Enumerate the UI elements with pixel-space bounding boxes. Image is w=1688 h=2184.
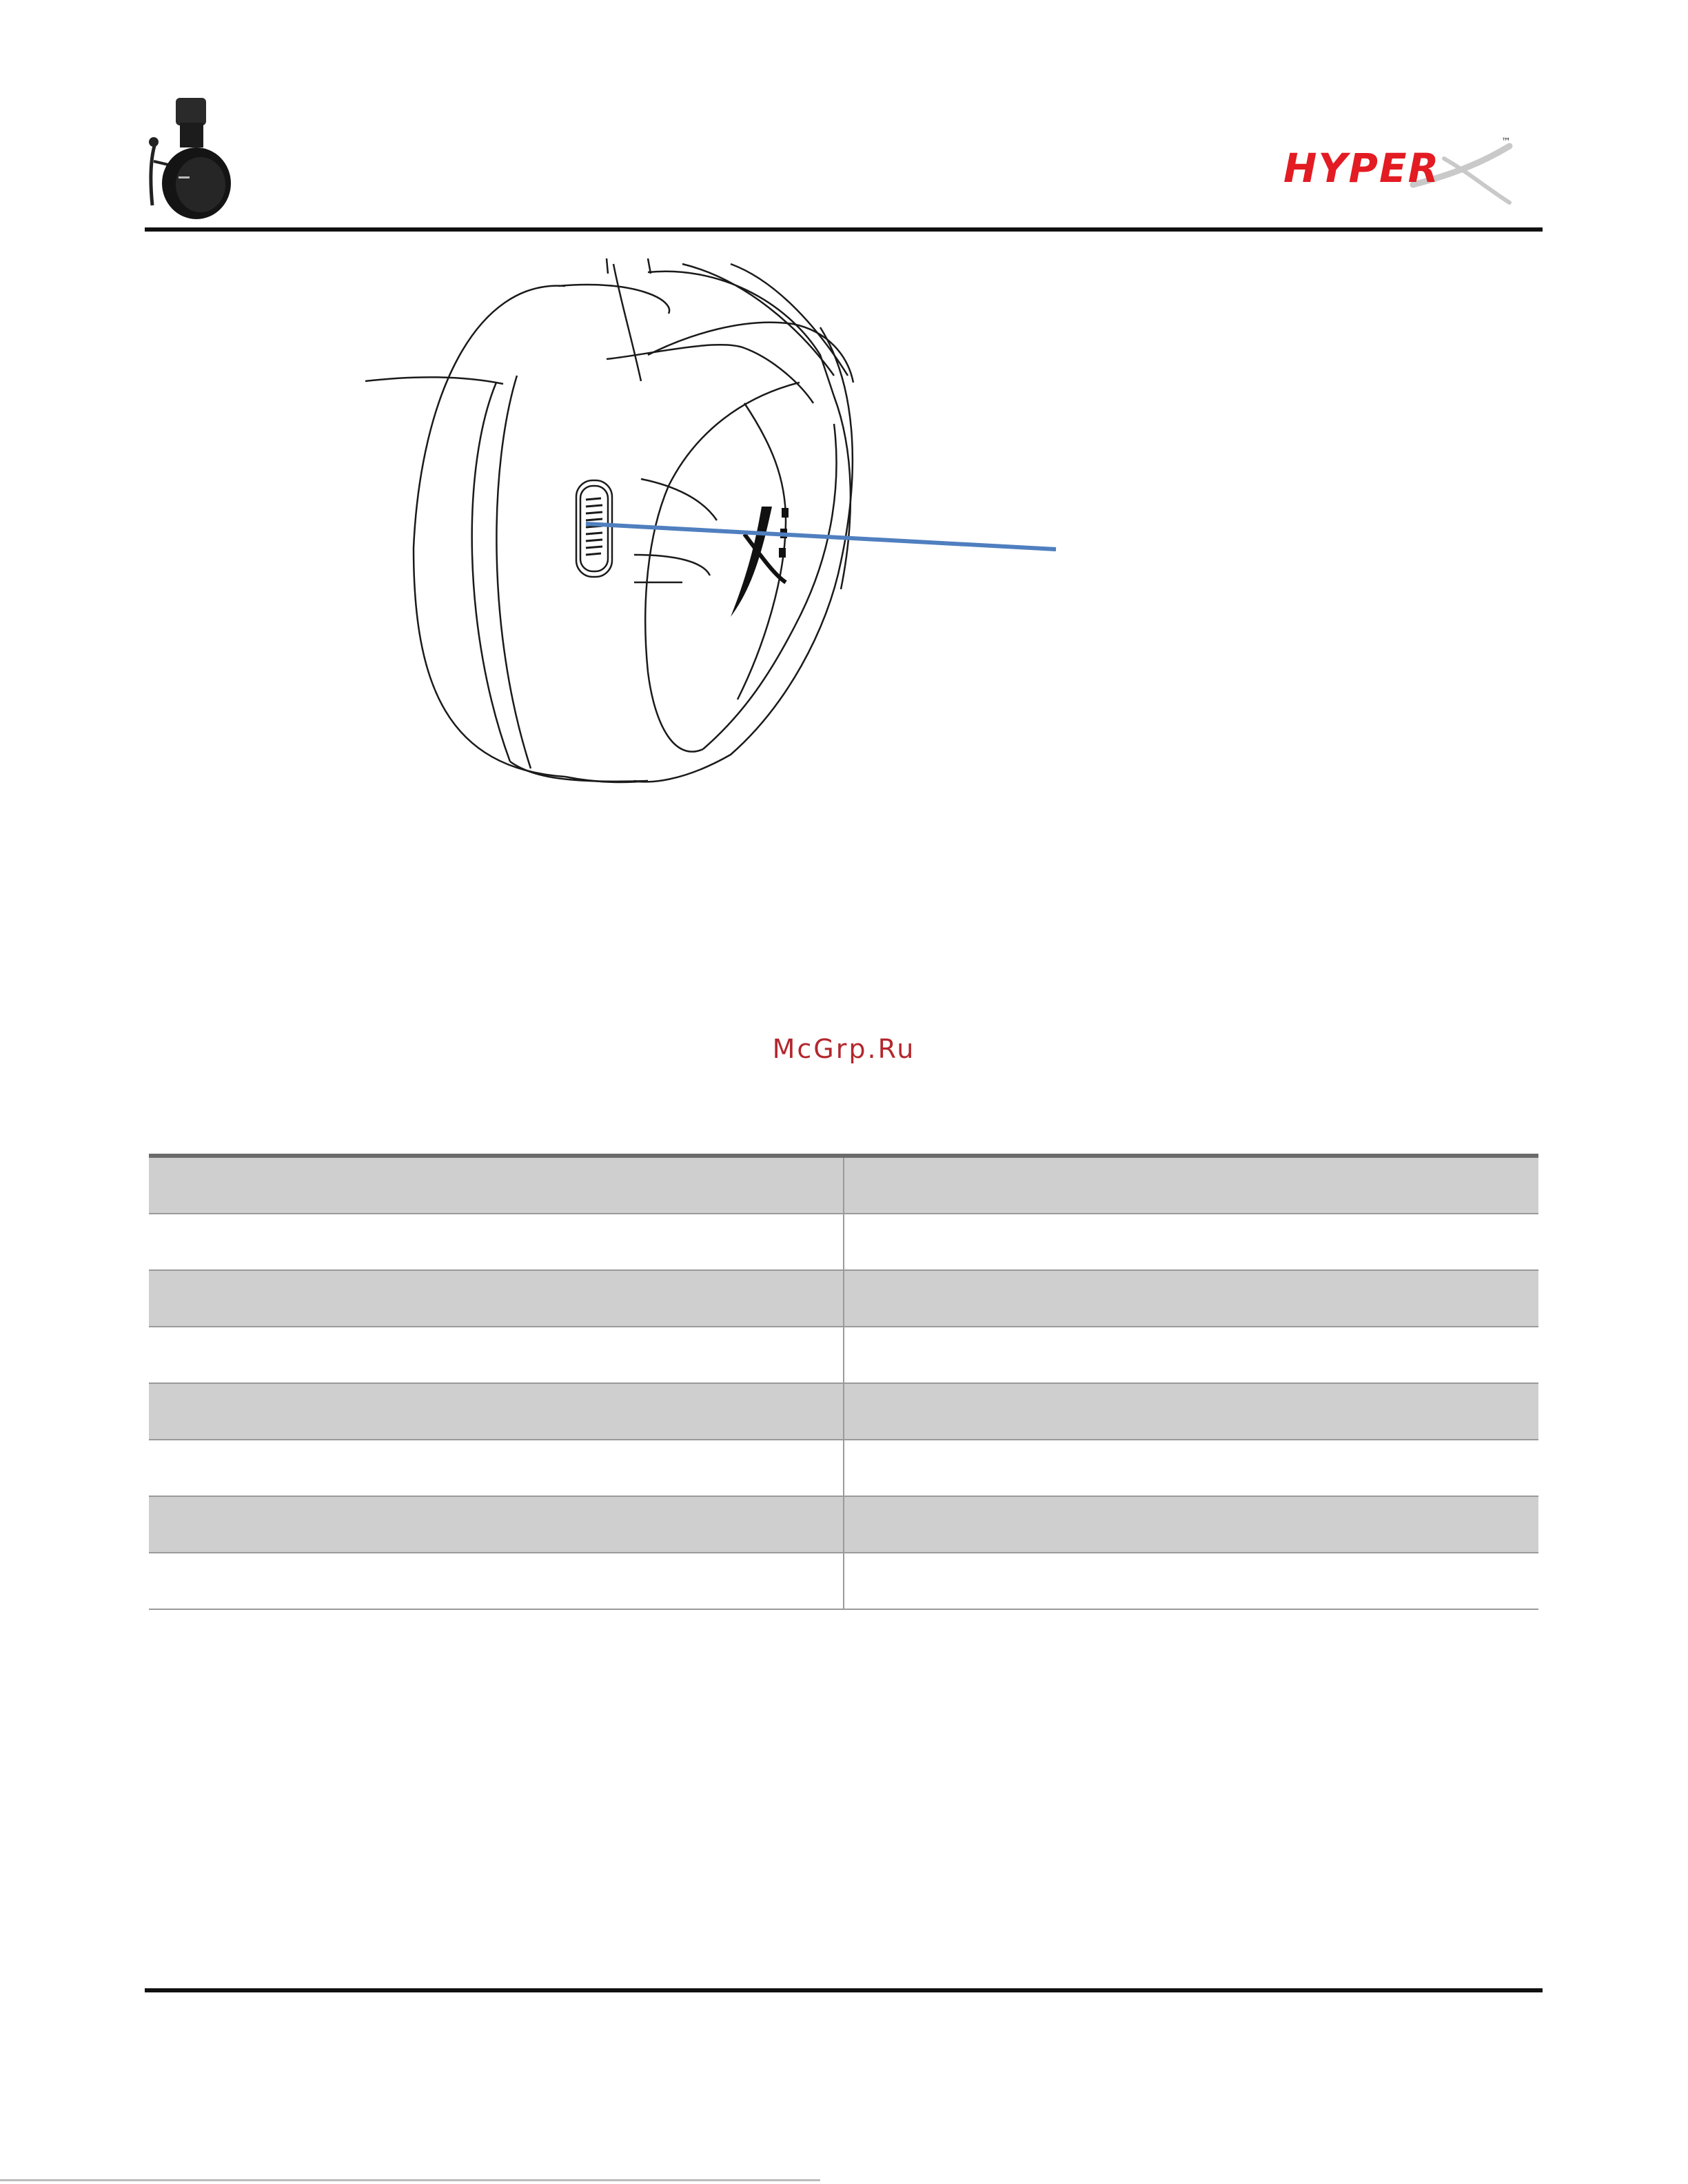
- table-cell: [149, 1496, 844, 1553]
- footer-line: [0, 2179, 820, 2181]
- table-row: [149, 1383, 1538, 1440]
- table-cell: [149, 1383, 844, 1440]
- logo-text: HYPER: [1283, 145, 1441, 192]
- table-cell: [149, 1270, 844, 1327]
- table-row: [149, 1327, 1538, 1383]
- table-cell: [149, 1440, 844, 1496]
- table-cell: [844, 1270, 1538, 1327]
- table-cell: [844, 1327, 1538, 1383]
- earcup-illustration: [358, 258, 1117, 810]
- table-row: [149, 1496, 1538, 1553]
- table-cell: [149, 1327, 844, 1383]
- trademark-symbol: ™: [1501, 136, 1511, 147]
- table-row: [149, 1553, 1538, 1609]
- table-cell: [844, 1440, 1538, 1496]
- hyperx-wordmark-icon: [1282, 131, 1530, 214]
- table-cell: [844, 1496, 1538, 1553]
- table-row: [149, 1270, 1538, 1327]
- header-rule: [145, 227, 1543, 232]
- spec-table: [149, 1154, 1538, 1610]
- table-row: [149, 1156, 1538, 1214]
- table-cell: [844, 1214, 1538, 1270]
- table-cell: [844, 1156, 1538, 1214]
- footer-rule: [145, 1988, 1543, 1992]
- table-cell: [844, 1383, 1538, 1440]
- table-row: [149, 1440, 1538, 1496]
- watermark-text: McGrp.Ru: [772, 1034, 916, 1064]
- table-cell: [149, 1214, 844, 1270]
- callout-line: [586, 524, 1056, 549]
- headset-icon: [141, 95, 238, 223]
- hyperx-x-emblem-icon: [731, 507, 789, 617]
- table-cell: [149, 1156, 844, 1214]
- table-row: [149, 1214, 1538, 1270]
- table-cell: [149, 1553, 844, 1609]
- table-cell: [844, 1553, 1538, 1609]
